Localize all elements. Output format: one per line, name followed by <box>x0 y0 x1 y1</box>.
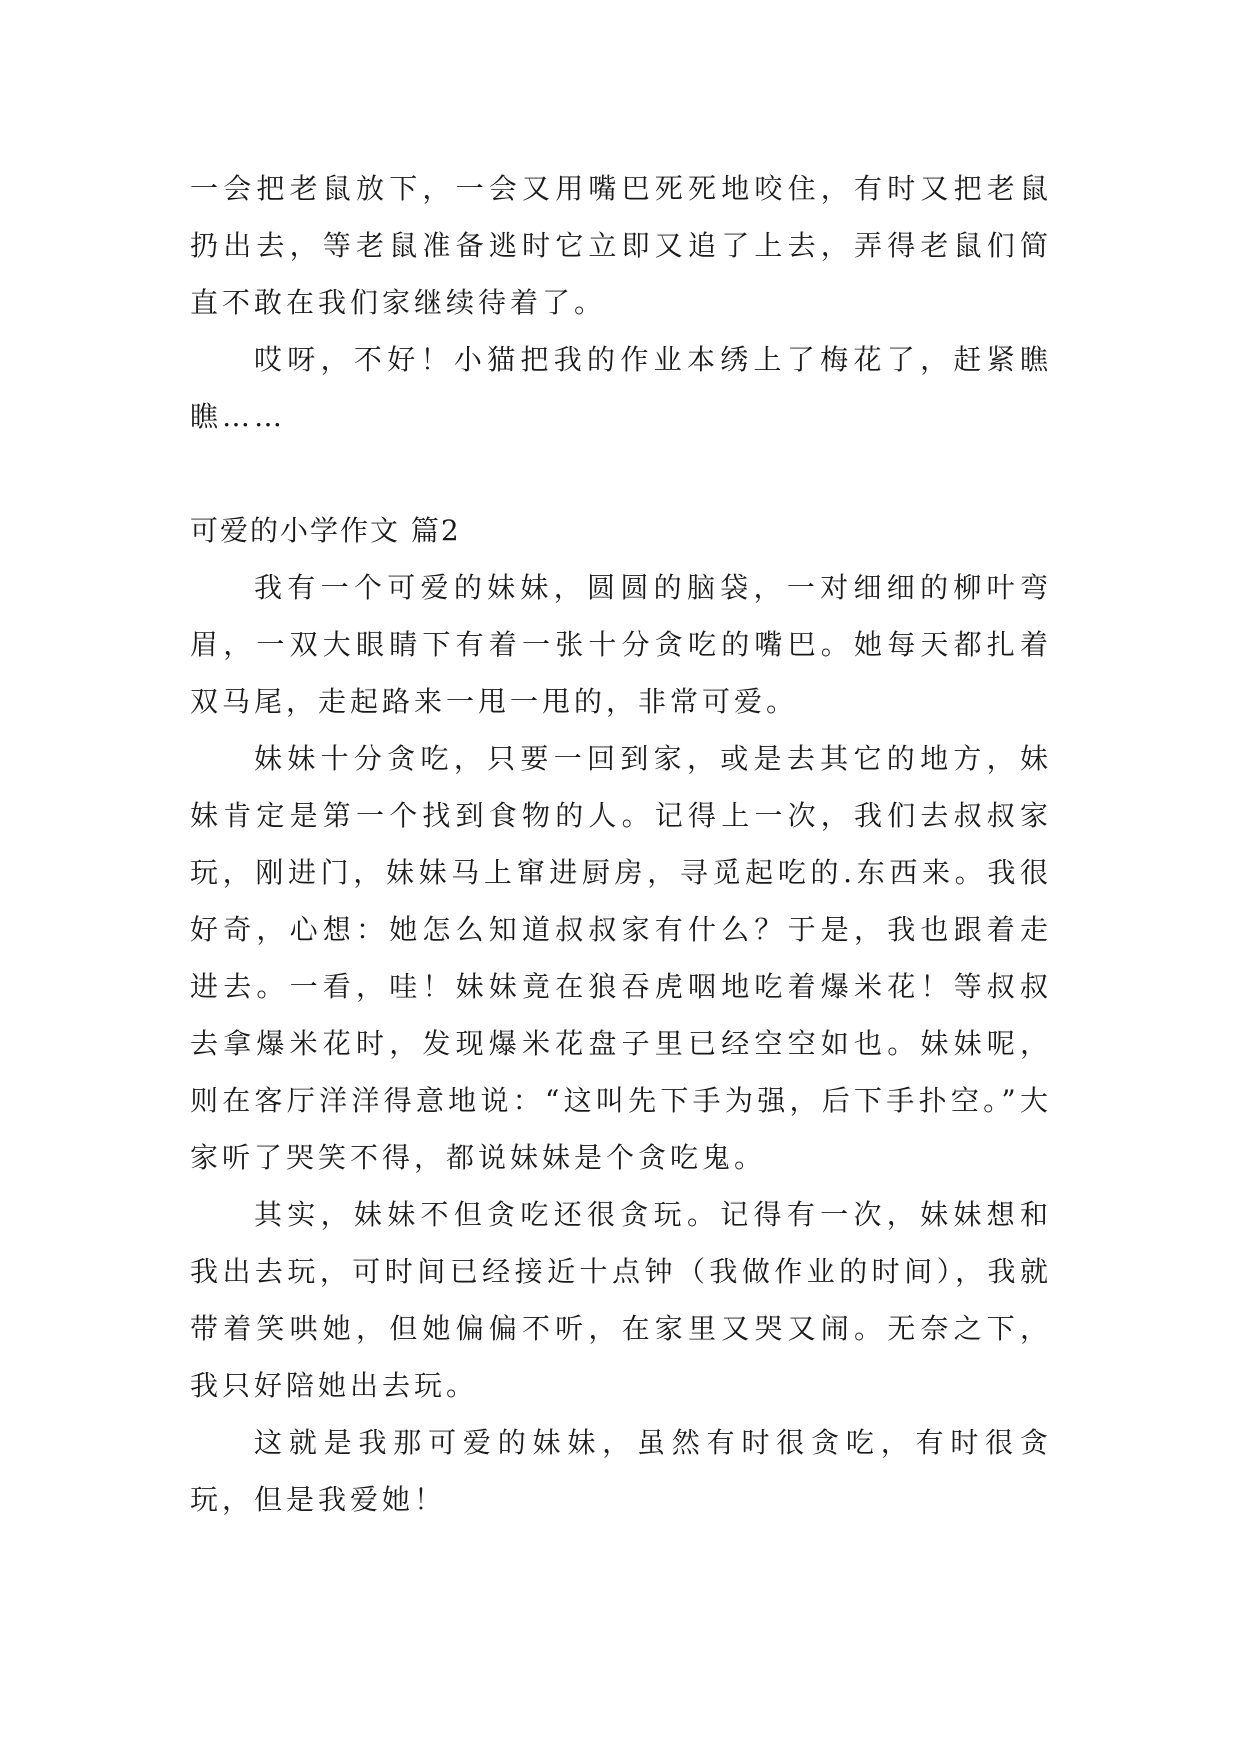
paragraph-cat-ending: 哎呀，不好！小猫把我的作业本绣上了梅花了，赶紧瞧瞧…… <box>190 343 1052 433</box>
paragraph-sister-playful: 其实，妹妹不但贪吃还很贪玩。记得有一次，妹妹想和我出去玩，可时间已经接近十点钟（我做作业的时间），我就带着笑哄她，但她偏偏不听，在家里又哭又闹。无奈之下，我只好陪她出去玩。 <box>190 1198 1052 1402</box>
paragraph-cat-continued: 一会把老鼠放下，一会又用嘴巴死死地咬住，有时又把老鼠扔出去，等老鼠准备逃时它立即又追了上去，弄得老鼠们简直不敢在我们家继续待着了。 <box>190 172 1052 319</box>
section-heading: 可爱的小学作文 篇2 <box>190 514 461 547</box>
article-body <box>190 160 1052 1528</box>
paragraph-sister-intro: 我有一个可爱的妹妹，圆圆的脑袋，一对细细的柳叶弯眉，一双大眼睛下有着一张十分贪吃的嘴巴。她每天都扎着双马尾，走起路来一甩一甩的，非常可爱。 <box>190 571 1052 718</box>
paragraph-sister-greedy: 妹妹十分贪吃，只要一回到家，或是去其它的地方，妹妹肯定是第一个找到食物的人。记得上一次，我们去叔叔家玩，刚进门，妹妹马上窜进厨房，寻觅起吃的.东西来。我很好奇，心想：她怎么知道叔叔家有什么？于是，我也跟着走进去。一看，哇！妹妹竟在狼吞虎咽地吃着爆米花！等叔叔去拿爆米花时，发现爆米花盘子里已经空空如也。妹妹呢，则在客厅洋洋得意地说：“这叫先下手为强，后下手扑空。”大家听了哭笑不得，都说妹妹是个贪吃鬼。 <box>190 742 1052 1174</box>
paragraph-conclusion: 这就是我那可爱的妹妹，虽然有时很贪吃，有时很贪玩，但是我爱她！ <box>190 1426 1052 1516</box>
